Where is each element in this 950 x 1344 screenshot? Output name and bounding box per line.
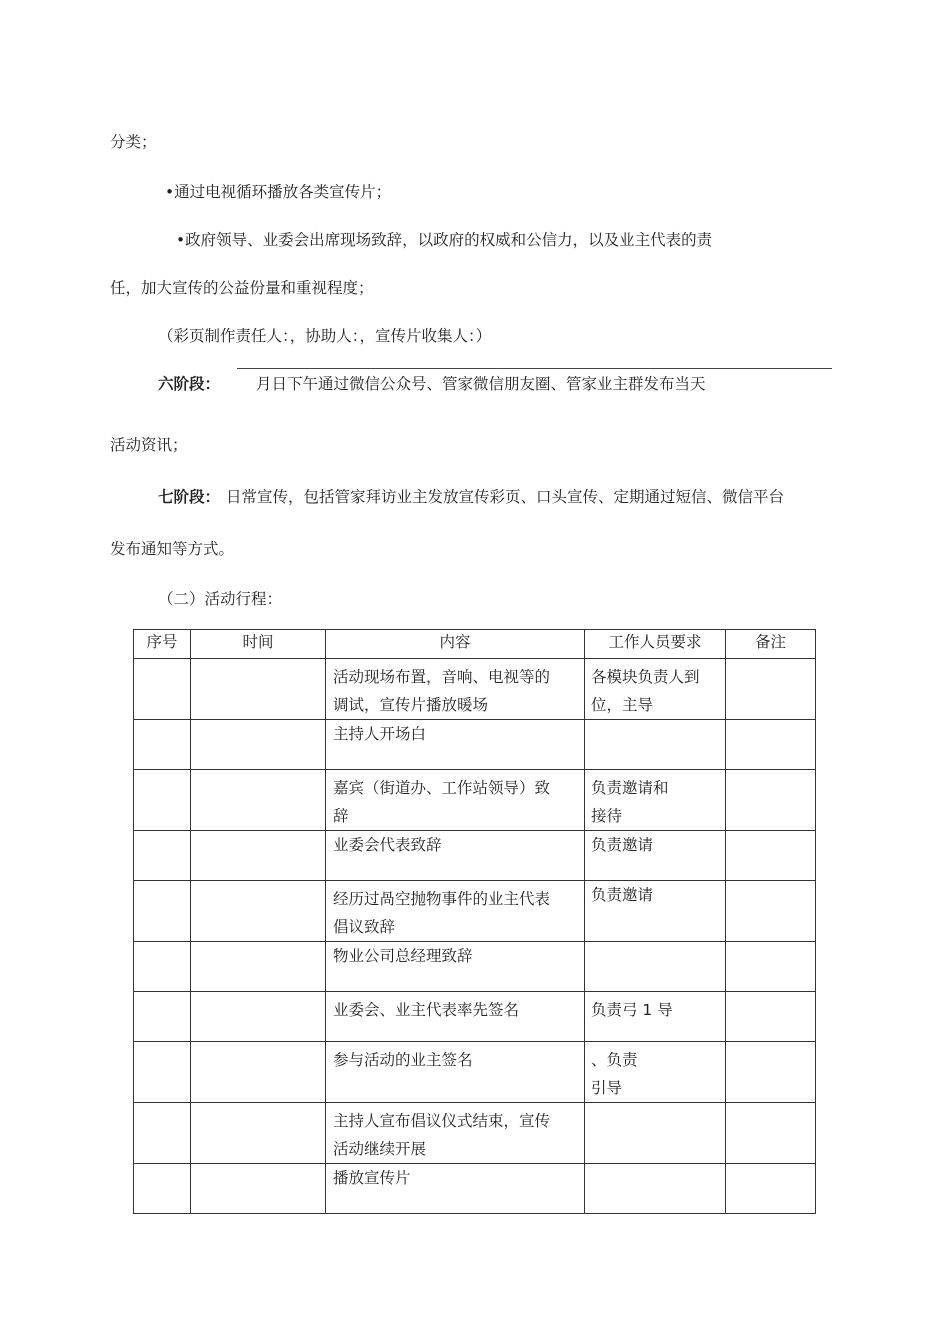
cell-staff: 、负责 引导: [585, 1042, 726, 1103]
table-row: [134, 659, 816, 720]
cell-content: 参与活动的业主签名: [326, 1042, 585, 1103]
cell-content: 经历过咼空抛物事件的业主代表 倡议致辞: [326, 881, 585, 942]
cell-content: 主持人开场白: [326, 720, 585, 770]
cell-note: [726, 659, 816, 720]
stage-7-continued: 发布通知等方式。: [110, 540, 235, 558]
cell-time: [191, 831, 326, 881]
cell-content: 活动现场布置，音响、电视等的 调试，宣传片播放暖场: [326, 659, 585, 720]
cell-no: [134, 1103, 191, 1164]
stage-6-label: 六阶段：: [158, 375, 221, 393]
schedule-table: [133, 629, 816, 1214]
cell-content: 主持人宣布倡议仪式结束，宣传 活动继续开展: [326, 1103, 585, 1164]
cell-time: [191, 1042, 326, 1103]
table-row: [134, 992, 816, 1042]
cell-note: [726, 770, 816, 831]
paragraph-continued: 任，加大宣传的公益份量和重视程度；: [110, 279, 374, 297]
section-title: （二）活动行程：: [158, 590, 283, 608]
cell-time: [191, 770, 326, 831]
cell-no: [134, 1164, 191, 1214]
table-row: [134, 720, 816, 770]
cell-note: [726, 942, 816, 992]
header-time: 时间: [191, 630, 326, 659]
cell-time: [191, 881, 326, 942]
cell-staff: 各模块负责人到 位，主导: [585, 659, 726, 720]
cell-content: 播放宣传片: [326, 1164, 585, 1214]
paragraph-1: 分类；: [110, 133, 157, 151]
cell-time: [191, 992, 326, 1042]
cell-note: [726, 1103, 816, 1164]
table-row: [134, 770, 816, 831]
stage-6-text: 月日下午通过微信公众号、管家微信朋友圈、管家业主群发布当天: [256, 375, 706, 393]
cell-staff: 负责邀请和 接待: [585, 770, 726, 831]
table-row: [134, 881, 816, 942]
cell-staff: [585, 720, 726, 770]
cell-content: 业委会代表致辞: [326, 831, 585, 881]
header-no: 序号: [134, 630, 191, 659]
cell-no: [134, 720, 191, 770]
cell-time: [191, 720, 326, 770]
cell-no: [134, 770, 191, 831]
cell-note: [726, 1164, 816, 1214]
cell-note: [726, 720, 816, 770]
cell-note: [726, 1042, 816, 1103]
cell-no: [134, 1042, 191, 1103]
cell-no: [134, 831, 191, 881]
cell-staff: 负责邀请: [585, 831, 726, 881]
cell-staff: [585, 1164, 726, 1214]
cell-time: [191, 1164, 326, 1214]
table-row: [134, 1042, 816, 1103]
stage-7-text: 日常宣传，包括管家拜访业主发放宣传彩页、口头宣传、定期通过短信、微信平台: [226, 488, 785, 506]
header-note: 备注: [726, 630, 816, 659]
cell-note: [726, 992, 816, 1042]
cell-content: 嘉宾（街道办、工作站领导）致 辞: [326, 770, 585, 831]
stage-6-continued: 活动资讯；: [110, 436, 188, 454]
cell-time: [191, 1103, 326, 1164]
bullet-tv-loop: •通过电视循环播放各类宣传片；: [165, 183, 392, 201]
cell-content: 物业公司总经理致辞: [326, 942, 585, 992]
cell-no: [134, 992, 191, 1042]
bullet-government: •政府领导、业委会出席现场致辞，以政府的权威和公信力，以及业主代表的责: [176, 231, 713, 249]
header-staff: 工作人员要求: [585, 630, 726, 659]
cell-no: [134, 881, 191, 942]
blank-underline: [237, 368, 832, 369]
table-row: [134, 1103, 816, 1164]
cell-time: [191, 942, 326, 992]
cell-staff: [585, 942, 726, 992]
header-content: 内容: [326, 630, 585, 659]
cell-time: [191, 659, 326, 720]
responsibility-note: （彩页制作责任人：，协助人：，宣传片收集人：）: [158, 327, 492, 345]
cell-note: [726, 881, 816, 942]
cell-no: [134, 942, 191, 992]
cell-note: [726, 831, 816, 881]
table-row: [134, 1164, 816, 1214]
table-row: [134, 942, 816, 992]
stage-7-label: 七阶段：: [158, 488, 221, 506]
cell-no: [134, 659, 191, 720]
table-row: [134, 831, 816, 881]
table-header-row: [134, 630, 816, 659]
cell-staff: 负责弓 1 导: [585, 992, 726, 1042]
cell-staff: [585, 1103, 726, 1164]
cell-staff: 负责邀请: [585, 881, 726, 942]
cell-content: 业委会、业主代表率先签名: [326, 992, 585, 1042]
